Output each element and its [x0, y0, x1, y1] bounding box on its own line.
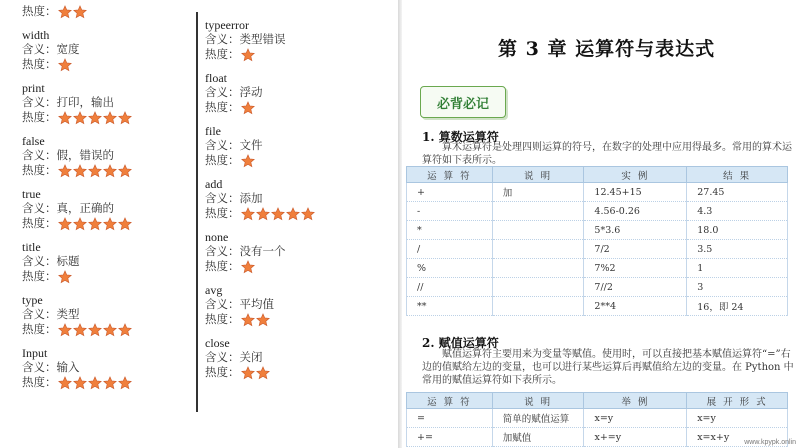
section2-title: 2. 赋值运算符: [422, 336, 499, 350]
star-icon: [241, 313, 255, 327]
vocab-entry: [22, 187, 192, 231]
star-icon: [88, 111, 102, 125]
vocab-entry: [22, 293, 192, 337]
table-row: [407, 259, 788, 278]
meaning-label: 含义：: [205, 350, 240, 364]
table-cell: [492, 297, 584, 316]
table-cell: [492, 240, 584, 259]
star-icon: [118, 164, 132, 178]
vocab-word: true: [22, 187, 41, 201]
heat-stars: [241, 366, 271, 380]
left-page: [0, 0, 398, 448]
heat-stars: [58, 270, 73, 284]
vocab-column-right: [205, 18, 390, 389]
vocab-heat: [205, 100, 390, 115]
table-cell: 4.3: [687, 202, 788, 221]
table-cell: +=: [407, 428, 493, 447]
column-divider: [196, 12, 198, 412]
heat-label: 热度：: [205, 47, 240, 61]
table-cell: 16，即 24: [687, 297, 788, 316]
vocab-meaning: [22, 307, 192, 322]
meaning-text: 打印，输出: [56, 95, 114, 109]
star-icon: [88, 323, 102, 337]
star-icon: [103, 164, 117, 178]
table-cell: [492, 259, 584, 278]
table-cell: **: [407, 297, 493, 316]
section2-text: 赋值运算符主要用来为变量等赋值。使用时，可以直接把基本赋值运算符“=”右边的值赋给左边的变量，也可以进行某些运算后再赋值给左边的变量。在 Python 中常用的赋值运算符如下表所示。: [422, 349, 794, 386]
vocab-meaning: [22, 360, 192, 375]
vocab-meaning: [205, 350, 390, 365]
table-cell: =: [407, 409, 493, 428]
column-header: 运 算 符: [407, 167, 493, 183]
vocab-heat: [22, 110, 192, 125]
heat-stars: [241, 101, 256, 115]
vocab-meaning: [205, 85, 390, 100]
arithmetic-operators-table: [406, 166, 788, 316]
vocab-word: Input: [22, 346, 48, 360]
table-cell: 12.45+15: [584, 183, 687, 202]
vocab-meaning: [22, 95, 192, 110]
heat-stars: [58, 217, 133, 231]
star-icon: [256, 366, 270, 380]
vocab-word: file: [205, 124, 221, 138]
star-icon: [58, 376, 72, 390]
table-cell: -: [407, 202, 493, 221]
table-cell: /: [407, 240, 493, 259]
table-cell: %: [407, 259, 493, 278]
table-cell: x=y: [584, 409, 687, 428]
column-header: 举 例: [584, 393, 687, 409]
table-cell: [492, 278, 584, 297]
table-cell: 3: [687, 278, 788, 297]
star-icon: [286, 207, 300, 221]
heat-stars: [58, 111, 133, 125]
vocab-entry: [22, 28, 192, 72]
star-icon: [241, 207, 255, 221]
meaning-label: 含义：: [22, 254, 57, 268]
meaning-text: 假，错误的: [56, 148, 114, 162]
heat-label: 热度：: [22, 216, 57, 230]
vocab-heat: [205, 259, 390, 274]
star-icon: [103, 376, 117, 390]
vocab-word: close: [205, 336, 230, 350]
vocab-heat: [22, 163, 192, 178]
star-icon: [88, 164, 102, 178]
meaning-label: 含义：: [205, 191, 240, 205]
vocab-meaning: [22, 148, 192, 163]
table-cell: x=x+y: [687, 428, 788, 447]
star-icon: [118, 217, 132, 231]
table-cell: 7//2: [584, 278, 687, 297]
vocab-meaning: [205, 297, 390, 312]
vocab-heat: [205, 153, 390, 168]
meaning-text: 没有一个: [239, 244, 286, 258]
column-header: 说 明: [492, 167, 584, 183]
table-cell: 27.45: [687, 183, 788, 202]
vocab-entry: [205, 283, 390, 327]
star-icon: [256, 313, 270, 327]
heat-label: 热度：: [22, 110, 57, 124]
heat-label: 热度：: [22, 163, 57, 177]
heat-stars: [241, 48, 256, 62]
meaning-text: 浮动: [239, 85, 263, 99]
star-icon: [103, 217, 117, 231]
table-row: [407, 278, 788, 297]
heat-label: 热度：: [22, 269, 57, 283]
heat-label: 热度：: [205, 100, 240, 114]
table-cell: 2**4: [584, 297, 687, 316]
vocab-word: type: [22, 293, 43, 307]
star-icon: [241, 101, 255, 115]
table-cell: 1: [687, 259, 788, 278]
meaning-text: 输入: [56, 360, 80, 374]
heat-label: 热度：: [22, 322, 57, 336]
section1-text: 算术运算符是处理四则运算的符号，在数字的处理中应用得最多。常用的算术运算符如下表所示。: [422, 142, 792, 166]
heat-stars: [241, 260, 256, 274]
meaning-text: 添加: [239, 191, 263, 205]
assignment-operators-table: [406, 392, 788, 447]
meaning-label: 含义：: [205, 85, 240, 99]
star-icon: [118, 111, 132, 125]
vocab-meaning: [205, 32, 390, 47]
star-icon: [58, 111, 72, 125]
vocab-entry: [22, 240, 192, 284]
vocab-heat: [205, 312, 390, 327]
table-cell: 4.56-0.26: [584, 202, 687, 221]
column-header: 实 例: [584, 167, 687, 183]
vocab-meaning: [22, 201, 192, 216]
heat-label: 热度：: [22, 375, 57, 389]
must-know-label: 必背必记: [436, 96, 489, 112]
meaning-label: 含义：: [22, 360, 57, 374]
star-icon: [241, 260, 255, 274]
vocab-meaning: [205, 138, 390, 153]
star-icon: [73, 5, 87, 19]
table-cell: 3.5: [687, 240, 788, 259]
vocab-heat: [22, 216, 192, 231]
table-cell: 18.0: [687, 221, 788, 240]
vocab-heat: [22, 4, 192, 19]
table-row: [407, 240, 788, 259]
meaning-text: 平均值: [239, 297, 274, 311]
column-header: 展 开 形 式: [687, 393, 788, 409]
star-icon: [58, 323, 72, 337]
table-cell: +: [407, 183, 493, 202]
star-icon: [241, 154, 255, 168]
vocab-heat: [22, 269, 192, 284]
meaning-label: 含义：: [22, 201, 57, 215]
meaning-text: 文件: [239, 138, 263, 152]
vocab-word: float: [205, 71, 227, 85]
vocab-heat: [205, 47, 390, 62]
star-icon: [103, 111, 117, 125]
vocab-meaning: [22, 254, 192, 269]
watermark: www.kpypk.onlin: [744, 439, 796, 446]
vocab-entry: [205, 124, 390, 168]
star-icon: [58, 164, 72, 178]
meaning-label: 含义：: [22, 42, 57, 56]
vocab-word: none: [205, 230, 229, 244]
table-cell: [492, 221, 584, 240]
star-icon: [88, 217, 102, 231]
star-icon: [241, 48, 255, 62]
meaning-label: 含义：: [22, 307, 57, 321]
vocab-entry: [205, 177, 390, 221]
star-icon: [73, 111, 87, 125]
meaning-label: 含义：: [205, 32, 240, 46]
table-header-row: [407, 393, 788, 409]
table-cell: //: [407, 278, 493, 297]
heat-label: 热度：: [205, 312, 240, 326]
star-icon: [256, 207, 270, 221]
meaning-label: 含义：: [22, 148, 57, 162]
vocab-heat: [22, 57, 192, 72]
vocab-entry: [205, 230, 390, 274]
vocab-entry: [22, 81, 192, 125]
heat-stars: [241, 154, 256, 168]
vocab-heat: [205, 206, 390, 221]
star-icon: [271, 207, 285, 221]
table-row: [407, 202, 788, 221]
vocab-entry: [205, 336, 390, 380]
table-cell: [492, 202, 584, 221]
vocab-heat: [22, 322, 192, 337]
table-cell: x=y: [687, 409, 788, 428]
meaning-text: 标题: [56, 254, 80, 268]
vocab-entry: [22, 4, 192, 19]
table-row: [407, 297, 788, 316]
heat-stars: [58, 5, 88, 19]
vocab-word: avg: [205, 283, 223, 297]
column-header: 说 明: [492, 393, 584, 409]
heat-stars: [58, 323, 133, 337]
heat-label: 热度：: [205, 153, 240, 167]
heat-label: 热度：: [22, 57, 57, 71]
table-cell: 5*3.6: [584, 221, 687, 240]
star-icon: [58, 217, 72, 231]
star-icon: [58, 270, 72, 284]
heat-label: 热度：: [22, 4, 57, 18]
table-cell: x+=y: [584, 428, 687, 447]
table-cell: 加赋值: [492, 428, 584, 447]
star-icon: [58, 5, 72, 19]
column-header: 结 果: [687, 167, 788, 183]
star-icon: [73, 217, 87, 231]
heat-label: 热度：: [205, 365, 240, 379]
right-page: [402, 0, 800, 448]
table-row: [407, 409, 788, 428]
meaning-text: 类型错误: [239, 32, 286, 46]
star-icon: [73, 376, 87, 390]
meaning-text: 真，正确的: [56, 201, 114, 215]
star-icon: [73, 323, 87, 337]
star-icon: [103, 323, 117, 337]
vocab-heat: [22, 375, 192, 390]
vocab-heat: [205, 365, 390, 380]
section1-title: 1. 算数运算符: [422, 130, 499, 144]
star-icon: [241, 366, 255, 380]
vocab-entry: [205, 18, 390, 62]
table-cell: 加: [492, 183, 584, 202]
star-icon: [301, 207, 315, 221]
vocab-word: false: [22, 134, 45, 148]
heat-stars: [58, 58, 73, 72]
star-icon: [118, 323, 132, 337]
table-row: [407, 221, 788, 240]
heat-stars: [241, 313, 271, 327]
vocab-word: add: [205, 177, 223, 191]
vocab-column-left: [22, 4, 192, 399]
star-icon: [58, 58, 72, 72]
star-icon: [118, 376, 132, 390]
heat-stars: [241, 207, 316, 221]
table-row: [407, 428, 788, 447]
heat-stars: [58, 164, 133, 178]
heat-label: 热度：: [205, 259, 240, 273]
table-row: [407, 183, 788, 202]
vocab-entry: [22, 134, 192, 178]
vocab-entry: [205, 71, 390, 115]
star-icon: [88, 376, 102, 390]
chapter-title: 第 3 章 运算符与表达式: [498, 38, 716, 60]
vocab-word: width: [22, 28, 50, 42]
table-header-row: [407, 167, 788, 183]
vocab-word: print: [22, 81, 45, 95]
meaning-text: 关闭: [239, 350, 263, 364]
table-cell: 简单的赋值运算: [492, 409, 584, 428]
heat-label: 热度：: [205, 206, 240, 220]
meaning-text: 宽度: [56, 42, 80, 56]
table-cell: 7%2: [584, 259, 687, 278]
vocab-meaning: [205, 191, 390, 206]
vocab-word: title: [22, 240, 41, 254]
vocab-word: typeerror: [205, 18, 249, 32]
vocab-meaning: [22, 42, 192, 57]
heat-stars: [58, 376, 133, 390]
column-header: 运 算 符: [407, 393, 493, 409]
meaning-label: 含义：: [22, 95, 57, 109]
must-know-box: [420, 86, 506, 118]
meaning-text: 类型: [56, 307, 80, 321]
meaning-label: 含义：: [205, 244, 240, 258]
meaning-label: 含义：: [205, 138, 240, 152]
meaning-label: 含义：: [205, 297, 240, 311]
table-cell: *: [407, 221, 493, 240]
vocab-meaning: [205, 244, 390, 259]
table-cell: 7/2: [584, 240, 687, 259]
vocab-entry: [22, 346, 192, 390]
star-icon: [73, 164, 87, 178]
